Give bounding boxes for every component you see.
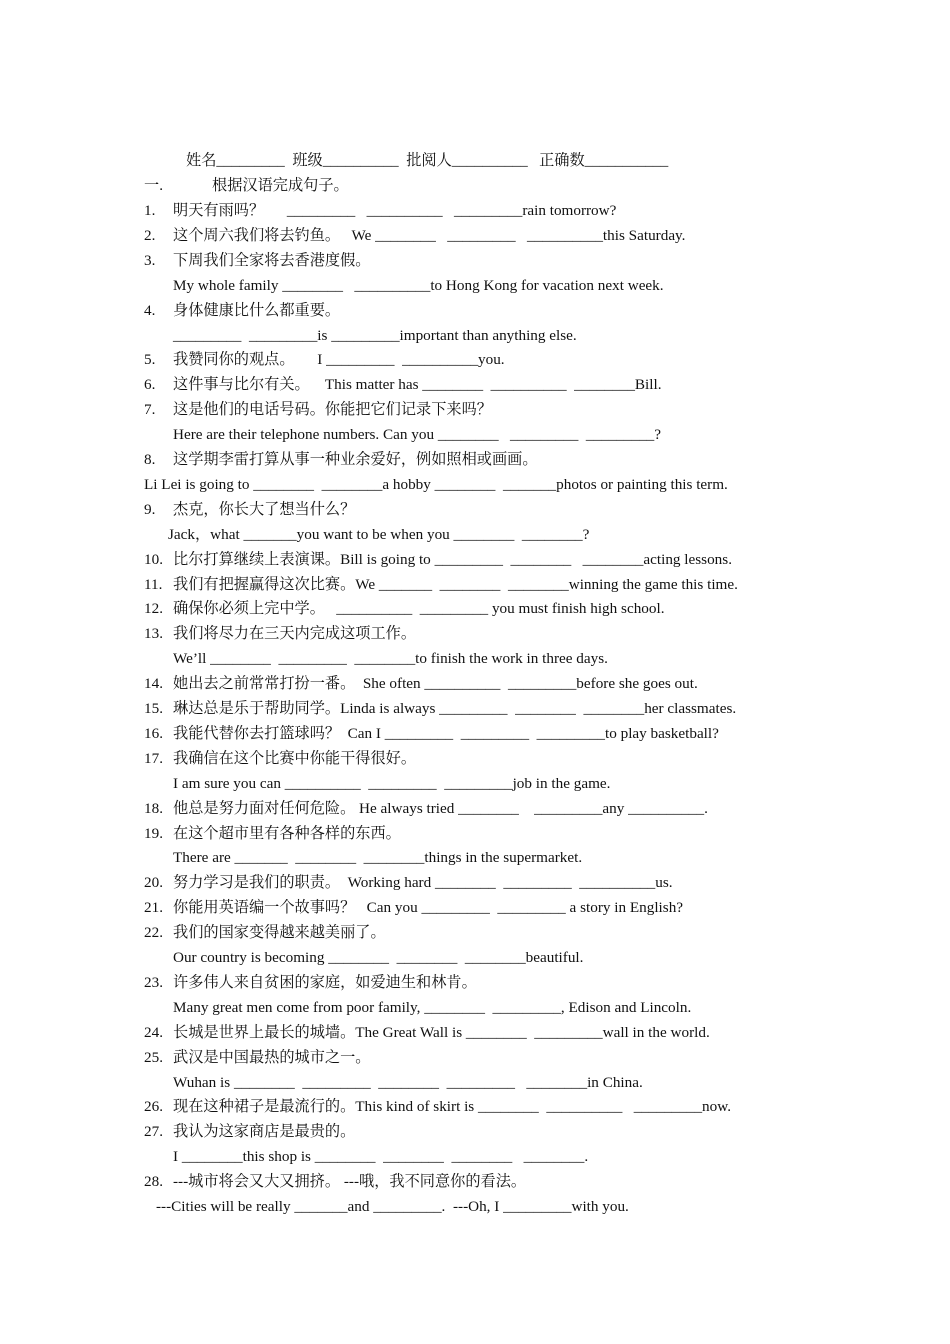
- answer-line: [173, 425, 661, 445]
- question-line: [144, 749, 416, 769]
- question-number: 6.: [144, 376, 156, 394]
- question-number: 16.: [144, 724, 163, 742]
- question-text: 琳达总是乐于帮助同学。Linda is always _________ ________ ________her classmates.: [173, 700, 737, 717]
- question-number: 17.: [144, 749, 163, 767]
- question-text: 下周我们全家将去香港度假。: [173, 251, 371, 269]
- question-line: [144, 400, 492, 420]
- answer-line: [173, 1073, 643, 1093]
- question-text: 他总是努力面对任何危险。 He always tried ________ _________any __________.: [173, 799, 708, 817]
- question-line: [144, 251, 370, 271]
- question-text: 我认为这家商店是最贵的。: [173, 1123, 356, 1141]
- question-number: 22.: [144, 924, 163, 942]
- answer-text: _________ _________is _________important than anything else.: [173, 326, 577, 344]
- answer-line: [173, 1147, 588, 1167]
- question-text: 我们将尽力在三天内完成这项工作。: [173, 625, 416, 643]
- answer-line: [173, 326, 577, 346]
- section-title: 根据汉语完成句子。: [212, 177, 349, 194]
- question-line: [144, 1097, 731, 1117]
- question-line: [144, 550, 732, 570]
- question-line: [144, 201, 616, 221]
- answer-text: Wuhan is ________ _________ ________ _________ ________in China.: [173, 1073, 643, 1091]
- question-text: 这学期李雷打算从事一种业余爱好，例如照相或画画。: [173, 451, 538, 468]
- answer-text: Many great men come from poor family, ________ _________, Edison and Lincoln.: [173, 998, 692, 1016]
- question-number: 13.: [144, 625, 163, 643]
- answer-text: I ________this shop is ________ ________ ________ ________.: [173, 1148, 589, 1166]
- question-text: 我们的国家变得越来越美丽了。: [173, 924, 386, 942]
- question-line: [144, 599, 665, 619]
- answer-line: [173, 848, 582, 868]
- question-line: [144, 500, 355, 520]
- question-text: 我确信在这个比赛中你能干得很好。: [173, 749, 416, 767]
- question-number: 27.: [144, 1123, 163, 1141]
- question-text: 武汉是中国最热的城市之一。: [173, 1048, 371, 1066]
- question-text: 在这个超市里有各种各样的东西。: [173, 824, 401, 842]
- answer-line: [144, 475, 728, 495]
- answer-text: Here are their telephone numbers. Can you ________ _________ _________?: [173, 426, 662, 444]
- question-number: 11.: [144, 575, 163, 593]
- question-text: 杰克，你长大了想当什么？: [173, 500, 356, 518]
- answer-text: Li Lei is going to ________ ________a hobby ________ _______photos or painting this term.: [144, 475, 728, 493]
- question-text: 我能代替你去打篮球吗？ Can I _________ _________ _________to play basketball?: [173, 724, 719, 742]
- question-number: 26.: [144, 1098, 163, 1116]
- question-line: [144, 226, 685, 246]
- question-number: 7.: [144, 401, 156, 419]
- question-text: 许多伟人来自贫困的家庭，如爱迪生和林肯。: [173, 973, 477, 991]
- question-text: 这个周六我们将去钓鱼。 We ________ _________ __________this Saturday.: [173, 226, 686, 244]
- question-line: [144, 799, 708, 819]
- question-number: 24.: [144, 1023, 163, 1041]
- question-number: 5.: [144, 351, 156, 369]
- question-line: [144, 450, 538, 470]
- question-line: [144, 575, 738, 595]
- question-number: 15.: [144, 700, 163, 717]
- answer-line: [173, 774, 610, 794]
- question-line: [144, 873, 673, 893]
- answer-line: [173, 276, 664, 296]
- question-number: 10.: [144, 550, 163, 568]
- answer-text: Jack，what _______you want to be when you ________ ________?: [168, 525, 590, 543]
- question-line: [144, 301, 340, 321]
- answer-line: [173, 948, 583, 968]
- question-line: [144, 1172, 526, 1192]
- question-text: 你能用英语编一个故事吗？ Can you _________ _________ a story in English?: [173, 899, 684, 917]
- answer-line: [168, 525, 589, 545]
- question-text: 这是他们的电话号码。你能把它们记录下来吗？: [173, 401, 492, 419]
- answer-line: [173, 998, 691, 1018]
- question-line: [144, 699, 736, 719]
- question-number: 12.: [144, 600, 163, 618]
- question-text: 明天有雨吗？ _________ __________ _________rain tomorrow?: [173, 202, 617, 219]
- question-text: ---城市将会又大又拥挤。 ---哦，我不同意你的看法。: [173, 1173, 527, 1191]
- question-line: [144, 375, 662, 395]
- answer-line: [173, 649, 608, 669]
- question-line: [144, 624, 416, 644]
- question-number: 4.: [144, 301, 156, 319]
- question-line: [144, 1023, 710, 1043]
- question-number: 23.: [144, 973, 163, 991]
- question-line: [144, 724, 719, 744]
- answer-text: Our country is becoming ________ ________ ________beautiful.: [173, 949, 584, 966]
- question-text: 确保你必须上完中学。 __________ _________ you must finish high school.: [173, 600, 665, 618]
- question-number: 21.: [144, 899, 163, 917]
- section-number: 一.: [144, 177, 163, 194]
- question-number: 20.: [144, 874, 163, 892]
- question-text: 努力学习是我们的职责。 Working hard ________ _________ __________us.: [173, 874, 673, 892]
- question-number: 14.: [144, 675, 163, 693]
- header-fields: 姓名_________ 班级__________ 批阅人__________ 正确数___________: [186, 152, 669, 169]
- answer-text: My whole family ________ __________to Hong Kong for vacation next week.: [173, 276, 664, 294]
- question-text: 她出去之前常常打扮一番。 She often __________ _________before she goes out.: [173, 675, 698, 693]
- question-number: 2.: [144, 226, 156, 244]
- question-number: 9.: [144, 500, 156, 518]
- question-number: 3.: [144, 251, 156, 269]
- question-text: 长城是世界上最长的城墙。The Great Wall is ________ _________wall in the world.: [173, 1023, 710, 1041]
- question-text: 我赞同你的观点。 I _________ __________you.: [173, 351, 505, 369]
- question-number: 28.: [144, 1173, 163, 1191]
- question-line: [144, 674, 698, 694]
- question-line: [144, 1048, 370, 1068]
- question-line: [144, 923, 386, 943]
- question-line: [144, 973, 477, 993]
- question-text: 这件事与比尔有关。 This matter has ________ __________ ________Bill.: [173, 376, 662, 394]
- question-line: [144, 1122, 355, 1142]
- question-number: 25.: [144, 1048, 163, 1066]
- answer-text: ---Cities will be really _______and _________. ---Oh, I _________with you.: [156, 1198, 629, 1215]
- question-number: 1.: [144, 202, 156, 219]
- question-line: [144, 350, 505, 370]
- question-number: 19.: [144, 824, 163, 842]
- question-line: [144, 824, 401, 844]
- question-number: 18.: [144, 799, 163, 817]
- answer-line: [156, 1197, 629, 1217]
- answer-text: There are _______ ________ ________things in the supermarket.: [173, 849, 583, 867]
- question-text: 现在这种裙子是最流行的。This kind of skirt is ________ __________ _________now.: [173, 1098, 731, 1116]
- answer-text: I am sure you can __________ _________ _________job in the game.: [173, 774, 611, 792]
- question-line: [144, 898, 683, 918]
- question-text: 比尔打算继续上表演课。Bill is going to _________ ________ ________acting lessons.: [173, 550, 732, 568]
- question-text: 身体健康比什么都重要。: [173, 301, 341, 319]
- answer-text: We’ll ________ _________ ________to finish the work in three days.: [173, 650, 608, 668]
- question-number: 8.: [144, 451, 156, 468]
- question-text: 我们有把握赢得这次比赛。We _______ ________ ________winning the game this time.: [173, 575, 738, 593]
